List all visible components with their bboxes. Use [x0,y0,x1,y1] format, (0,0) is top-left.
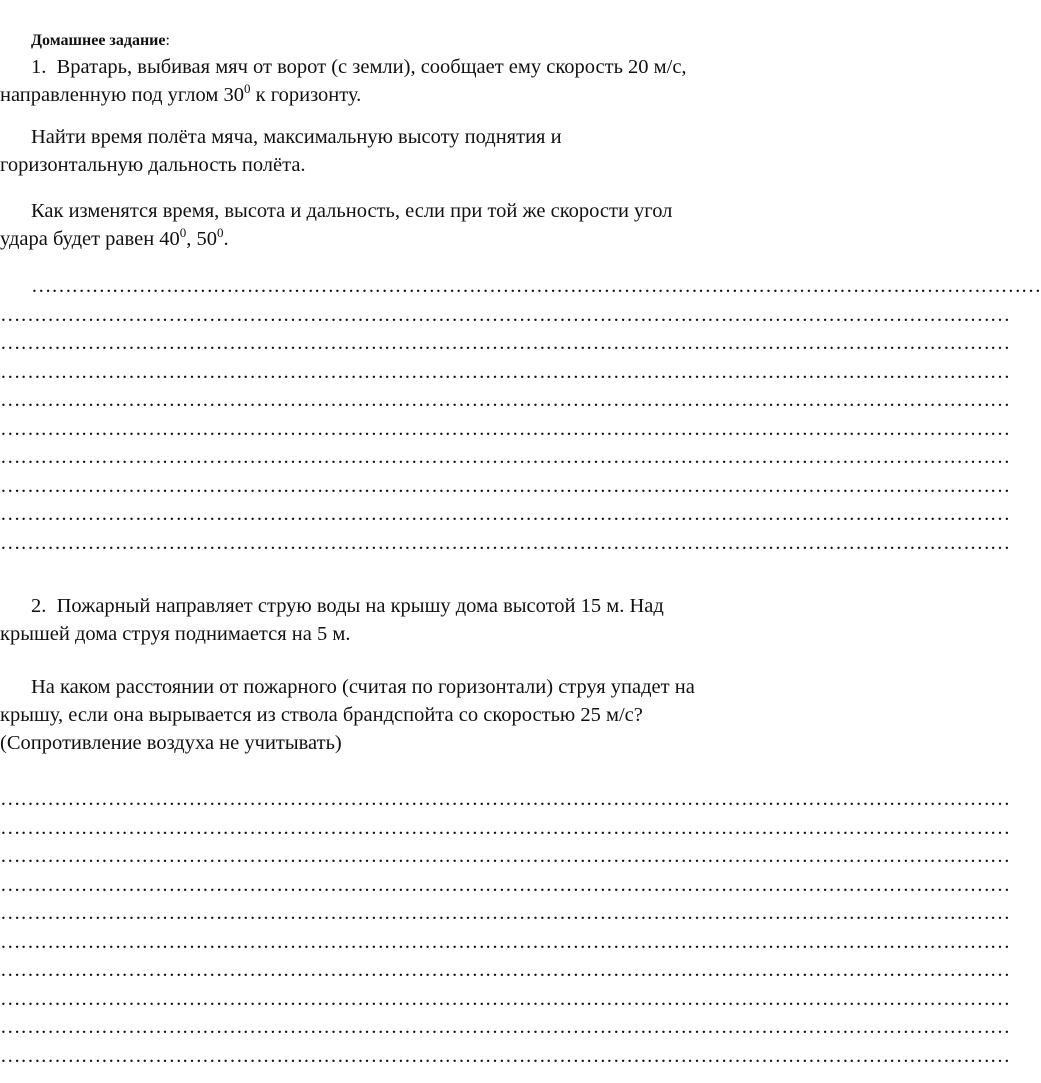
task-1-question-2-line-2: удара будет равен $40^0$, $50^0$. [0,225,229,250]
answer-line: …………………………………………………………………………………………………………………………………… [0,930,1011,953]
answer-line: …………………………………………………………………………………………………………………………………… [0,531,1011,554]
degree-superscript: 0 [179,225,187,240]
answer-line: …………………………………………………………………………………………………………………………………… [0,389,1011,411]
homework-heading [31,30,170,52]
task-1-question-2: Как изменятся время, высота и дальность, если при той же скорости угол удара будет равен $40^0$, $50^0$. [0,197,812,253]
degree-superscript: 0 [217,225,224,240]
task-1-statement [0,53,812,109]
task-1-number: 1. [31,56,47,78]
answer-line: …………………………………………………………………………………………………………………………………… [0,446,1011,468]
answer-line: …………………………………………………………………………………………………………………………………… [0,845,1011,867]
answer-line: …………………………………………………………………………………………………………………………………… [0,474,1011,497]
task-2-statement: 2. Пожарный направляет струю воды на крышу дома высотой 15 м. Над крышей дома струя поднимается на 5 м. [0,592,812,648]
degree-superscript: 0 [243,81,251,96]
answer-line: …………………………………………………………………………………………………………………………………… [0,873,1011,896]
answer-line: …………………………………………………………………………………………………………………………………… [0,360,1011,383]
task-1-line-1: 1. Вратарь, выбивая мяч от ворот (с земли), сообщает ему скорость 20 м/с, [31,56,687,78]
task-2-line-1: 2. Пожарный направляет струю воды на крышу дома высотой 15 м. Над [31,595,664,617]
answer-line: …………………………………………………………………………………………………………………………………… [0,816,1011,839]
answer-line: …………………………………………………………………………………………………………………………………… [0,332,1011,354]
task-1-question-1: Найти время полёта мяча, максимальную высоту поднятия и горизонтальную дальность полёта. [0,126,562,176]
answer-line: …………………………………………………………………………………………………………………………………… [0,503,1011,525]
heading-title: Домашнее задание [31,32,166,49]
answer-line: …………………………………………………………………………………………………………………………………… [0,1044,1011,1067]
answer-area-1 [0,272,1041,557]
answer-area-2 [0,785,1011,1070]
answer-line: …………………………………………………………………………………………………………………………………… [0,987,1011,1010]
task-2-number: 2. [31,595,47,617]
answer-line: …………………………………………………………………………………………………………………………………… [0,303,1011,326]
answer-line: …………………………………………………………………………………………………………………………………… [0,959,1011,981]
answer-line: …………………………………………………………………………………………………………………………………… [0,902,1011,924]
answer-line: …………………………………………………………………………………………………………………………………… [0,1016,1011,1038]
answer-line: …………………………………………………………………………………………………………………………………… [0,417,1011,440]
task-2-question: На каком расстоянии от пожарного (считая по горизонтали) струя упадет на крышу, если она вырывается из ствола брандспойта со скоростью 25 м/с? (Сопротивление воздуха не учитывать) [0,676,695,754]
answer-line: …………………………………………………………………………………………………………………………………… [0,788,1011,810]
task-1-line-2: направленную под углом $30^0$ к горизонту. [0,81,362,106]
heading-colon: : [165,32,170,49]
answer-line: …………………………………………………………………………………………………………………………………… [31,275,1041,297]
